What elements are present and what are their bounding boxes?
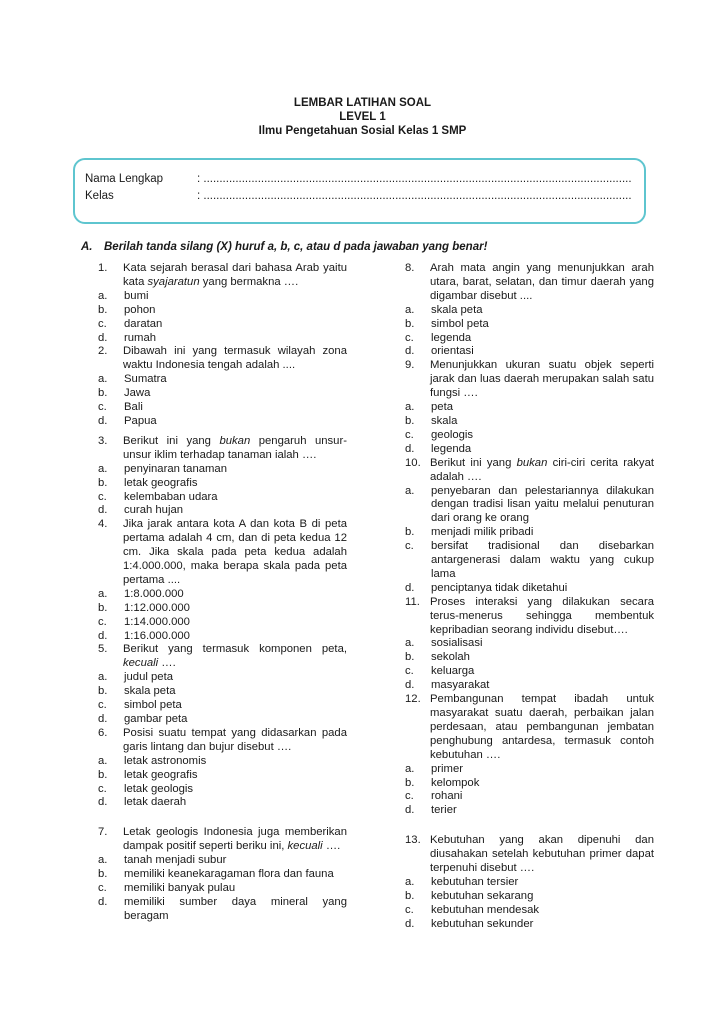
option-text: masyarakat [431,679,490,692]
option-text: rumah [124,331,157,344]
answer-option-d[interactable] [98,713,347,727]
option-letter: b. [405,414,415,427]
option-letter: d. [405,442,415,455]
question-text [98,345,347,373]
answer-option-c[interactable] [405,540,654,582]
option-text: daratan [124,317,163,330]
option-letter: a. [405,484,415,497]
option-text: Jawa [124,387,151,400]
option-letter: d. [98,504,108,517]
option-letter: b. [405,651,415,664]
class-field[interactable]: : ...................................................................................................................................... [197,190,632,202]
answer-option-c[interactable] [405,429,654,443]
instruction-text: Berilah tanda silang (X) huruf a, b, c, atau d pada jawaban yang benar! [104,241,488,253]
answer-option-c[interactable] [98,318,347,332]
option-letter: d. [405,581,415,594]
answer-option-b[interactable] [405,890,654,904]
question-12 [405,693,654,818]
option-text: Sumatra [124,373,167,386]
option-text: bumi [124,289,149,302]
option-text: letak geografis [124,768,198,781]
option-letter: a. [98,754,108,767]
question-text [405,359,654,401]
option-text: bersifat tradisional dan disebarkan antargenerasi dalam waktu yang cukup lama [431,540,654,580]
question-stem: Pembangunan tempat ibadah untuk masyarakat suatu daerah, perbaikan jalan perdesaan, atau pembangunan jembatan penghubung antardesa, termasuk contoh kebutuhan …. [430,693,654,761]
option-letter: b. [98,868,108,881]
question-number: 1. [98,262,108,274]
option-text: primer [431,762,464,775]
option-text: menjadi milik pribadi [431,526,534,539]
answer-option-c[interactable] [98,491,347,505]
option-letter: b. [98,685,108,698]
answer-option-a[interactable] [405,401,654,415]
option-letter: c. [405,331,414,344]
class-row [85,190,632,202]
option-text: tanah menjadi subur [124,854,227,867]
question-9 [405,359,654,456]
option-letter: c. [98,615,107,628]
question-text [405,457,654,485]
answer-option-b[interactable] [405,415,654,429]
question-11 [405,596,654,693]
option-letter: a. [405,303,415,316]
option-letter: c. [405,665,414,678]
option-letter: a. [98,671,108,684]
option-letter: b. [405,889,415,902]
student-identity-box [73,158,646,224]
answer-option-b[interactable] [98,304,347,318]
question-10 [405,457,654,596]
answer-option-a[interactable] [98,290,347,304]
option-letter: d. [405,804,415,817]
worksheet-level: LEVEL 1 [339,111,386,123]
question-text [98,727,347,755]
answer-option-b[interactable] [98,477,347,491]
option-text: judul peta [124,671,173,684]
answer-option-d[interactable] [405,345,654,359]
answer-option-b[interactable] [98,685,347,699]
option-text: Bali [124,401,143,414]
option-letter: b. [405,317,415,330]
option-letter: d. [405,679,415,692]
answer-option-d[interactable] [405,679,654,693]
question-number: 9. [405,359,415,372]
question-stem: Letak geologis Indonesia juga memberikan dampak positif seperti beriku ini, kecuali …. [123,826,347,853]
option-text: penciptanya tidak diketahui [431,581,568,594]
answer-option-a[interactable] [98,373,347,387]
answer-option-a[interactable] [405,485,654,527]
answer-option-a[interactable] [98,463,347,477]
option-letter: c. [98,317,107,330]
answer-option-b[interactable] [98,602,347,616]
answer-option-a[interactable] [98,588,347,602]
question-text [405,596,654,638]
option-letter: c. [405,540,414,553]
answer-option-d[interactable] [405,443,654,457]
option-letter: c. [98,401,107,414]
answer-option-a[interactable] [405,304,654,318]
answer-option-b[interactable] [98,769,347,783]
questions-left-column [98,262,347,924]
question-stem: Jika jarak antara kota A dan kota B di peta pertama adalah 4 cm, dan di peta kedua 12 cm. Jika skala pada peta kedua adalah 1:4.000.000, maka berapa skala pada peta pertama .... [123,518,347,586]
option-text: skala peta [431,303,483,316]
question-number: 13. [405,834,421,847]
option-text: orientasi [431,345,474,358]
option-letter: c. [405,903,414,916]
option-letter: b. [98,303,108,316]
question-stem: Posisi suatu tempat yang didasarkan pada garis lintang dan bujur disebut …. [123,726,347,753]
question-5 [98,643,347,726]
option-text: pohon [124,303,156,316]
question-stem: Berikut ini yang bukan ciri-ciri cerita rakyat adalah …. [430,456,654,483]
question-text [405,262,654,304]
option-letter: c. [405,790,414,803]
question-text [98,262,347,290]
option-text: peta [431,401,453,414]
option-text: kebutuhan mendesak [431,903,540,916]
option-letter: a. [98,587,108,600]
question-text [98,643,347,671]
answer-option-a[interactable] [405,637,654,651]
option-text: sekolah [431,651,470,664]
answer-option-b[interactable] [405,651,654,665]
answer-option-d[interactable] [98,415,347,429]
option-letter: a. [98,462,108,475]
answer-option-a[interactable] [98,854,347,868]
option-text: penyebaran dan pelestariannya dilakukan dengan tradisi lisan yaitu melalui penuturan dari orang ke orang [431,484,654,525]
answer-option-a[interactable] [405,763,654,777]
question-number: 2. [98,345,108,358]
option-text: geologis [431,428,474,441]
question-6 [98,727,347,810]
question-7 [98,826,347,923]
question-stem: Menunjukkan ukuran suatu objek seperti jarak dan luas daerah merupakan salah satu fungsi …. [430,359,654,400]
answer-option-c[interactable] [98,882,347,896]
option-letter: d. [98,796,108,809]
question-stem: Arah mata angin yang menunjukkan arah utara, barat, selatan, dan timur daerah yang digambar disebut .... [430,262,654,302]
option-letter: b. [98,476,108,489]
worksheet-header [0,96,725,138]
answer-option-a[interactable] [98,671,347,685]
name-label: Nama Lengkap [85,173,163,185]
worksheet-title: LEMBAR LATIHAN SOAL [293,97,432,109]
option-letter: b. [98,387,108,400]
option-text: memiliki banyak pulau [124,881,236,894]
option-letter: a. [98,854,108,867]
question-text [405,834,654,876]
answer-option-c[interactable] [405,904,654,918]
option-text: kebutuhan sekunder [431,917,534,930]
option-text: letak geografis [124,476,198,489]
answer-option-d[interactable] [98,504,347,518]
answer-option-c[interactable] [98,699,347,713]
option-letter: c. [98,782,107,795]
question-stem: Berikut ini yang bukan pengaruh unsur-unsur iklim terhadap tanaman ialah …. [123,434,347,461]
option-text: terier [431,804,457,817]
option-text: kelompok [431,776,480,789]
question-number: 12. [405,693,421,706]
option-letter: a. [405,875,415,888]
name-row [85,173,632,185]
option-letter: a. [98,373,108,386]
question-number: 3. [98,434,108,447]
question-number: 7. [98,826,108,839]
answer-option-d[interactable] [405,804,654,818]
section-letter: A. [81,241,93,253]
option-letter: c. [98,699,107,712]
option-letter: c. [98,490,107,503]
option-letter: b. [405,776,415,789]
option-text: skala [431,414,458,427]
option-text: simbol peta [431,317,489,330]
option-letter: a. [98,289,108,302]
option-text: curah hujan [124,504,184,517]
option-letter: a. [405,401,415,414]
answer-option-d[interactable] [98,896,347,924]
answer-option-b[interactable] [405,526,654,540]
option-text: keluarga [431,665,475,678]
option-letter: b. [98,768,108,781]
option-letter: b. [405,526,415,539]
option-text: kelembaban udara [124,490,218,503]
question-8 [405,262,654,359]
option-letter: d. [98,895,108,908]
option-text: legenda [431,442,472,455]
question-number: 8. [405,262,415,274]
option-letter: a. [405,762,415,775]
answer-option-b[interactable] [98,387,347,401]
option-text: penyinaran tanaman [124,462,228,475]
option-text: kebutuhan sekarang [431,889,534,902]
option-text: rohani [431,790,463,803]
option-text: letak geologis [124,782,194,795]
answer-option-b[interactable] [405,318,654,332]
option-letter: b. [98,601,108,614]
answer-option-b[interactable] [405,777,654,791]
question-1 [98,262,347,345]
answer-option-c[interactable] [98,783,347,797]
answer-option-b[interactable] [98,868,347,882]
answer-option-d[interactable] [98,332,347,346]
answer-option-c[interactable] [405,790,654,804]
question-stem: Berikut yang termasuk komponen peta, kecuali …. [123,643,347,670]
option-text: letak daerah [124,796,187,809]
option-letter: d. [98,713,108,725]
question-number: 6. [98,726,108,739]
name-field[interactable]: : ...................................................................................................................................... [197,173,632,185]
option-letter: c. [98,881,107,894]
question-number: 5. [98,643,108,656]
option-text: skala peta [124,685,176,698]
question-text [98,518,347,588]
answer-option-c[interactable] [405,332,654,346]
answer-option-a[interactable] [405,876,654,890]
question-number: 10. [405,456,421,469]
option-text: 1:16.000.000 [124,629,190,642]
question-stem: Dibawah ini yang termasuk wilayah zona waktu Indonesia tengah adalah .... [123,345,347,372]
question-text [405,693,654,763]
option-letter: d. [405,917,415,930]
question-text [98,826,347,854]
option-letter: a. [405,637,415,650]
answer-option-c[interactable] [405,665,654,679]
question-4 [98,518,347,643]
answer-option-d[interactable] [98,796,347,810]
question-stem: Kebutuhan yang akan dipenuhi dan diusahakan setelah kebutuhan primer dapat terpenuhi disebut …. [430,834,654,875]
answer-option-c[interactable] [98,616,347,630]
question-13 [405,834,654,931]
option-text: 1:8.000.000 [124,587,184,600]
question-stem: Proses interaksi yang dilakukan secara terus-menerus sehingga membentuk kepribadian seorang individu disebut…. [430,595,654,636]
answer-option-c[interactable] [98,401,347,415]
option-text: Papua [124,414,157,427]
option-text: sosialisasi [431,637,483,650]
option-text: gambar peta [124,713,188,725]
option-letter: d. [98,414,108,427]
question-3 [98,435,347,518]
option-text: memiliki sumber daya mineral yang beragam [124,895,347,922]
question-text [98,435,347,463]
option-letter: d. [98,629,108,642]
question-number: 11. [405,595,420,608]
option-text: kebutuhan tersier [431,875,519,888]
option-text: legenda [431,331,472,344]
answer-option-a[interactable] [98,755,347,769]
question-number: 4. [98,518,108,531]
questions-right-column [405,262,654,932]
question-2 [98,345,347,428]
option-letter: d. [405,345,415,358]
option-text: simbol peta [124,699,182,712]
answer-option-d[interactable] [98,630,347,644]
option-text: memiliki keanekaragaman flora dan fauna [124,868,334,881]
answer-option-d[interactable] [405,582,654,596]
class-label: Kelas [85,190,114,202]
option-letter: c. [405,428,414,441]
option-letter: d. [98,331,108,344]
option-text: 1:14.000.000 [124,615,190,628]
worksheet-subject: Ilmu Pengetahuan Sosial Kelas 1 SMP [258,125,467,137]
question-stem: Kata sejarah berasal dari bahasa Arab yaitu kata syajaratun yang bermakna …. [123,262,347,288]
option-text: letak astronomis [124,754,207,767]
answer-option-d[interactable] [405,918,654,932]
option-text: 1:12.000.000 [124,601,190,614]
